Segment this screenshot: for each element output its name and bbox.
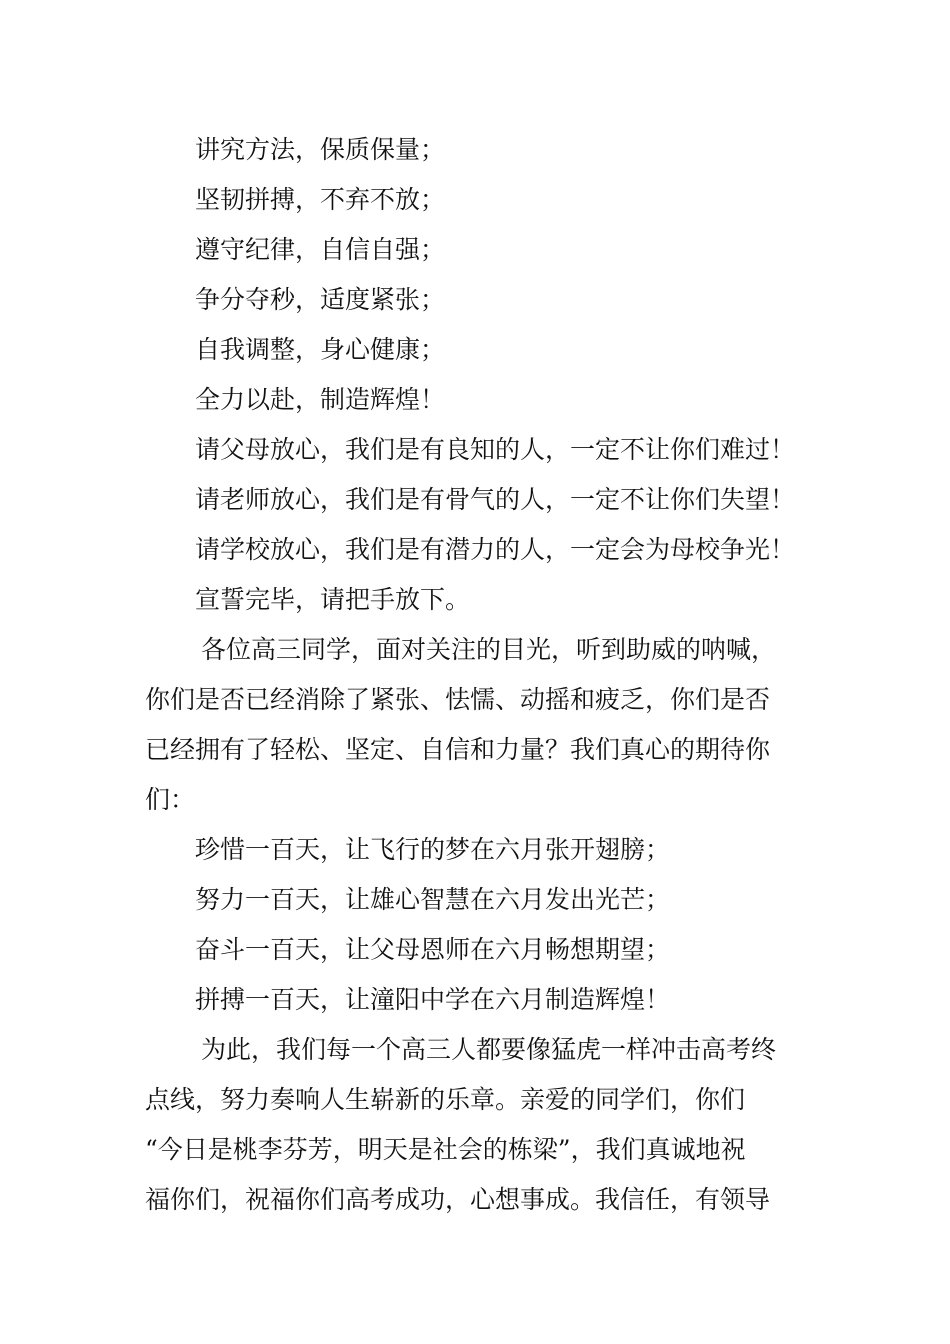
paragraph-line: 你们是否已经消除了紧张、怯懦、动摇和疲乏，你们是否	[145, 685, 771, 714]
wish-line: 奋斗一百天，让父母恩师在六月畅想期望；	[195, 935, 671, 964]
paragraph-line: 各位高三同学，面对关注的目光，听到助威的呐喊，	[201, 635, 777, 664]
paragraph-line: “今日是桃李芬芳，明天是社会的栋梁”，我们真诚地祝	[145, 1135, 746, 1164]
oath-line: 坚韧拼搏，不弃不放；	[195, 185, 446, 214]
paragraph-line: 们：	[145, 785, 196, 814]
wish-line: 拼搏一百天，让潼阳中学在六月制造辉煌！	[195, 985, 671, 1014]
oath-line: 请老师放心，我们是有骨气的人，一定不让你们失望！	[195, 485, 796, 514]
oath-line: 争分夺秒，适度紧张；	[195, 285, 446, 314]
oath-line: 全力以赴，制造辉煌！	[195, 385, 446, 414]
paragraph-line: 福你们，祝福你们高考成功，心想事成。我信任，有领导	[145, 1185, 771, 1214]
paragraph-line: 点线，努力奏响人生崭新的乐章。亲爱的同学们，你们	[145, 1085, 746, 1114]
oath-line: 请学校放心，我们是有潜力的人，一定会为母校争光！	[195, 535, 796, 564]
oath-line: 遵守纪律，自信自强；	[195, 235, 446, 264]
oath-line: 请父母放心，我们是有良知的人，一定不让你们难过！	[195, 435, 796, 464]
wish-line: 珍惜一百天，让飞行的梦在六月张开翅膀；	[195, 835, 671, 864]
document-body	[145, 125, 810, 1225]
oath-line: 自我调整，身心健康；	[195, 335, 446, 364]
wish-line: 努力一百天，让雄心智慧在六月发出光芒；	[195, 885, 671, 914]
oath-line: 宣誓完毕，请把手放下。	[195, 585, 471, 614]
paragraph-line: 已经拥有了轻松、坚定、自信和力量？我们真心的期待你	[145, 735, 771, 764]
oath-line: 讲究方法，保质保量；	[195, 135, 446, 164]
paragraph-line: 为此，我们每一个高三人都要像猛虎一样冲击高考终	[201, 1035, 777, 1064]
